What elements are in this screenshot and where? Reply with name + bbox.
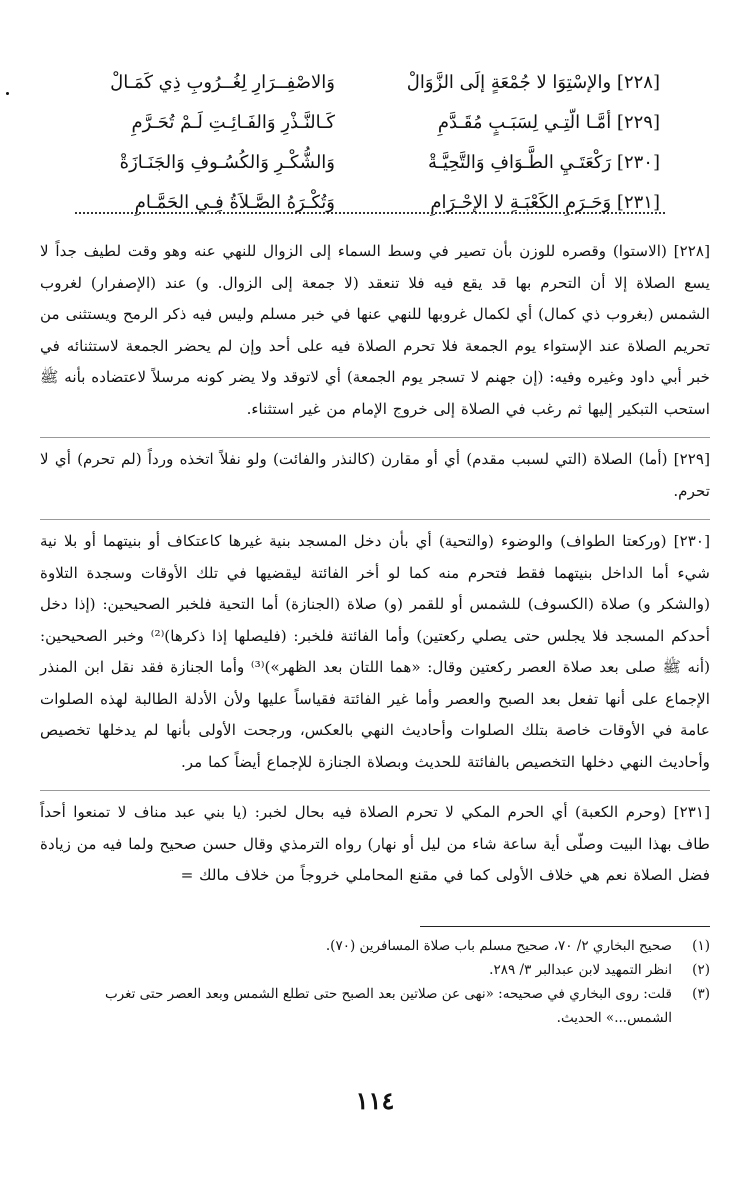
commentary-block — [40, 236, 710, 904]
verse-second-half: وَالاصْفِــرَارِ لِغُــرُوبِ ذِي كَمَـالْ — [110, 71, 335, 93]
footnote — [40, 982, 710, 1030]
verse-second-half: وَالشُّكْـرِ وَالكُسُـوفِ وَالجَنَـازَةْ — [119, 151, 335, 173]
footnote-text: قلت: روى البخاري في صحيحه: «نهى عن صلاتين بعد الصبح حتى تطلع الشمس وبعد العصر حتى تغرب الشمس...» الحديث. — [104, 986, 672, 1026]
verse-row — [100, 102, 660, 142]
commentary-paragraph: [٢٣٠] (وركعتا الطواف) والوضوء (والتحية) أي بأن دخل المسجد بنية غيرها كاعتكاف أو بنيتهما أو بلا نية شيء أما الداخل بنيتهما فقط فتحرم منه كما لو أخر الفائتة ليقضيها في تلك الأوقات وسجدة التلاوة (والشكر و) صلاة (الكسوف) للشمس أو للقمر (و) صلاة (الجنازة) أما التحية فلخبر الصحيحين: (إذا دخل أحدكم المسجد فلا يجلس حتى يصلي ركعتين) وأما الفائتة فلخبر: (فليصلها إذا ذكرها)⁽²⁾ وخبر الصحيحين: (أنه ﷺ صلى بعد صلاة العصر ركعتين وقال: «هما اللتان بعد الظهر»)⁽³⁾ وأما الجنازة فقد نقل ابن المنذر الإجماع على أنها تفعل بعد الصبح والعصر وأما غير الفائتة فقياساً عليها ولأن الأدلة الطالبة لهذه الصلوات عامة في الأوقات خاصة بتلك الصلوات وأحاديث النهي بالعكس، ورجحت الأولى بأنها لم يدخلها تخصيص وأحاديث النهي دخلها التخصيص بالفائتة للحديث وبصلاة الجنازة للإجماع أيضاً كما مر. — [40, 519, 710, 778]
verse-row — [100, 182, 660, 222]
verse-first-half: [٢٣١] وَحَـرَمِ الكَعْبَـةِ لا الإحْـرَامِ — [430, 191, 660, 213]
footnote-number: (٣) — [692, 986, 710, 1002]
footnote-text: صحيح البخاري ٢/ ٧٠، صحيح مسلم باب صلاة المسافرين (٧٠). — [325, 938, 672, 954]
verse-first-half: [٢٢٨] والإسْتِوَا لا جُمْعَةٍ إلَى الزَّوَالْ — [406, 71, 660, 93]
commentary-paragraph: [٢٢٩] (أما) الصلاة (التي لسبب مقدم) أي أو مقارن (كالنذر والفائت) ولو نفلاً اتخذه ورداً (لم تحرم) أي لا تحرم. — [40, 437, 710, 507]
verse-second-half: وَتُكْـرَهُ الصَّـلاَةُ فِـي الحَمَّـامِ — [134, 191, 335, 213]
footnote — [40, 958, 710, 982]
page-number: ١١٤ — [355, 1086, 395, 1115]
commentary-paragraph: [٢٢٨] (الاستوا) وقصره للوزن بأن تصير في وسط السماء إلى الزوال للنهي عنه وهو وقت لطيف جداً لا يسع الصلاة إلا أن التحرم بها قد يقع فيه فلا تنعقد (لا جمعة إلى الزوال. و) عند (الإصفرار) لغروب الشمس (بغروب ذي كمال) أي لكمال غروبها للنهي عنها في خبر مسلم وليس فيه ذكر الرمح ويستثنى من تحريم الصلاة عند الإستواء يوم الجمعة فلا تحرم الصلاة فيه على أحد وإن لم يحضر الجمعة لاستثنائه في خبر أبي داود وغيره وفيه: (إن جهنم لا تسجر يوم الجمعة) أي لاتوقد ولا يضر كونه مرسلاً لاعتضاده بأنه ﷺ استحب التبكير إليها ثم رغب في الصلاة إلى خروج الإمام من غير استثناء. — [40, 242, 711, 418]
verse-first-half: [٢٣٠] رَكْعَتَـيِ الطَّـوَافِ وَالتَّحِيَّـةْ — [428, 151, 660, 173]
footnote — [40, 934, 710, 958]
footnote-text: انظر التمهيد لابن عبدالبر ٣/ ٢٨٩. — [489, 962, 672, 978]
verse-second-half: كَـالنَّـذْرِ وَالفَـائِـتِ لَـمْ تُحَـرَّمِ — [131, 111, 335, 133]
poem-block — [100, 62, 660, 222]
verse-row — [100, 62, 660, 102]
dotted-divider — [75, 212, 665, 214]
verse-row — [100, 142, 660, 182]
footnote-number: (٢) — [692, 962, 710, 978]
margin-mark — [6, 92, 9, 95]
footnote-rule — [420, 926, 710, 927]
footnotes — [40, 934, 710, 1030]
verse-first-half: [٢٢٩] أمَّـا الّتِـي لِسَبَـبٍ مُقَـدَّمِ — [437, 111, 660, 133]
commentary-paragraph: [٢٣١] (وحرم الكعبة) أي الحرم المكي لا تحرم الصلاة فيه بحال لخبر: (يا بني عبد مناف لا تمنعوا أحداً طاف بهذا البيت وصلّى أية ساعة شاء من ليل أو نهار) رواه الترمذي وقال حسن صحيح ولما فيه من زيادة فضل الصلاة نعم هي خلاف الأولى كما في مقنع المحاملي خروجاً من خلاف مالك = — [40, 790, 710, 892]
footnote-number: (١) — [692, 938, 710, 954]
